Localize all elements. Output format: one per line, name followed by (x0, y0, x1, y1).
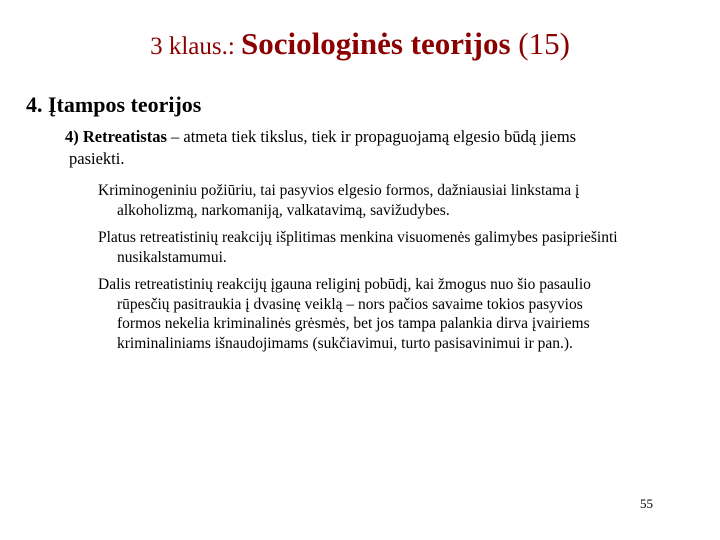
paragraph-line: nusikalstamumui. (117, 248, 227, 266)
paragraph-line: alkoholizmą, narkomaniją, valkatavimą, savižudybes. (117, 201, 450, 219)
paragraph-line: rūpesčių pasitraukia į dvasinę veiklą – nors pačios savaime tokios pasyvios (117, 295, 583, 313)
section-heading: 4. Įtampos teorijos (26, 92, 202, 117)
paragraph-1 (98, 181, 708, 220)
main-point-line-2: pasiekti. (69, 149, 125, 168)
title-prefix: 3 klaus.: (150, 33, 242, 60)
paragraph-2 (98, 228, 708, 267)
main-point-label: 4) Retreatistas (65, 127, 167, 146)
title-main: Sociologinės teorijos (241, 26, 511, 61)
main-point-line-1 (65, 126, 665, 148)
page-number: 55 (640, 496, 653, 511)
paragraph-line: Platus retreatistinių reakcijų išplitimas menkina visuomenės galimybes pasipriešinti (98, 229, 618, 246)
paragraph-3 (98, 275, 708, 353)
paragraph-line: kriminaliniams išnaudojimams (sukčiavimui, turto pasisavinimui ir pan.). (117, 334, 573, 352)
paragraph-line: formos nekelia kriminalinės grėsmės, bet jos tampa palankia dirva įvairiems (117, 315, 590, 332)
paragraph-line: Kriminogeniniu požiūriu, tai pasyvios elgesio formos, dažniausiai linkstama į (98, 182, 580, 199)
main-point-text: – atmeta tiek tikslus, tiek ir propaguojamą elgesio būdą jiems (166, 127, 577, 146)
main-point (65, 126, 665, 170)
title-number: (15) (510, 26, 570, 61)
paragraph-line: Dalis retreatistinių reakcijų įgauna religinį pobūdį, kai žmogus nuo šio pasaulio (98, 276, 591, 293)
slide-title (0, 26, 720, 62)
